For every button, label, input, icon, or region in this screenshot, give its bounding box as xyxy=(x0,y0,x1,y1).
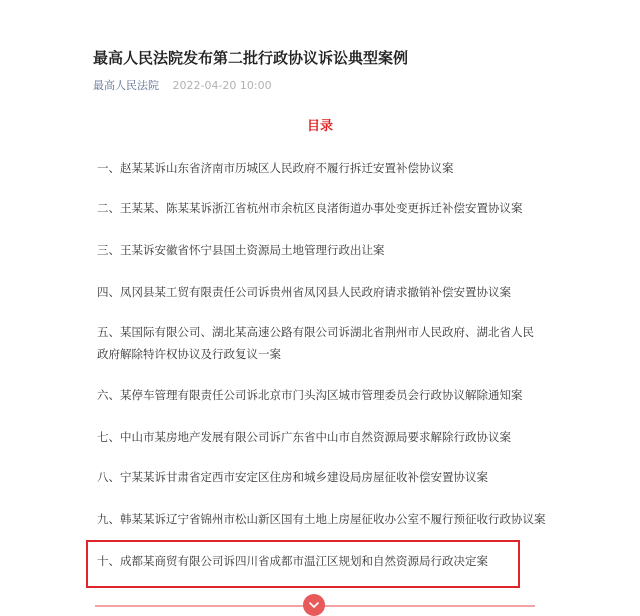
scroll-down-button[interactable] xyxy=(303,594,325,616)
toc-item-2[interactable]: 二、王某某、陈某某诉浙江省杭州市余杭区良渚街道办事处变更拆迁补偿安置协议案 xyxy=(97,201,523,215)
toc-item-9[interactable]: 九、韩某某诉辽宁省锦州市松山新区国有土地上房屋征收办公室不履行预征收行政协议案 xyxy=(97,512,546,526)
chevron-down-icon xyxy=(309,601,319,609)
article-source-link[interactable]: 最高人民法院 xyxy=(93,79,159,92)
toc-item-3[interactable]: 三、王某诉安徽省怀宁县国土资源局土地管理行政出让案 xyxy=(97,243,385,257)
publish-datetime: 2022-04-20 10:00 xyxy=(172,79,272,92)
article-meta xyxy=(93,77,272,93)
toc-item-6[interactable]: 六、某停车管理有限责任公司诉北京市门头沟区城市管理委员会行政协议解除通知案 xyxy=(97,388,523,402)
toc-item-5[interactable]: 五、某国际有限公司、湖北某高速公路有限公司诉湖北省荆州市人民政府、湖北省人民政府解除特许权协议及行政复议一案 xyxy=(97,325,534,361)
toc-item-7[interactable]: 七、中山市某房地产发展有限公司诉广东省中山市自然资源局要求解除行政协议案 xyxy=(97,430,511,444)
toc-item-4[interactable]: 四、凤冈县某工贸有限责任公司诉贵州省凤冈县人民政府请求撤销补偿安置协议案 xyxy=(97,285,511,299)
toc-item-1[interactable]: 一、赵某某诉山东省济南市历城区人民政府不履行拆迁安置补偿协议案 xyxy=(97,161,454,175)
toc-item-10[interactable]: 十、成都某商贸有限公司诉四川省成都市温江区规划和自然资源局行政决定案 xyxy=(97,554,488,568)
toc-heading: 目录 xyxy=(306,119,333,134)
article-title: 最高人民法院发布第二批行政协议诉讼典型案例 xyxy=(93,49,409,67)
toc-item-8[interactable]: 八、宁某某诉甘肃省定西市安定区住房和城乡建设局房屋征收补偿安置协议案 xyxy=(97,470,488,484)
